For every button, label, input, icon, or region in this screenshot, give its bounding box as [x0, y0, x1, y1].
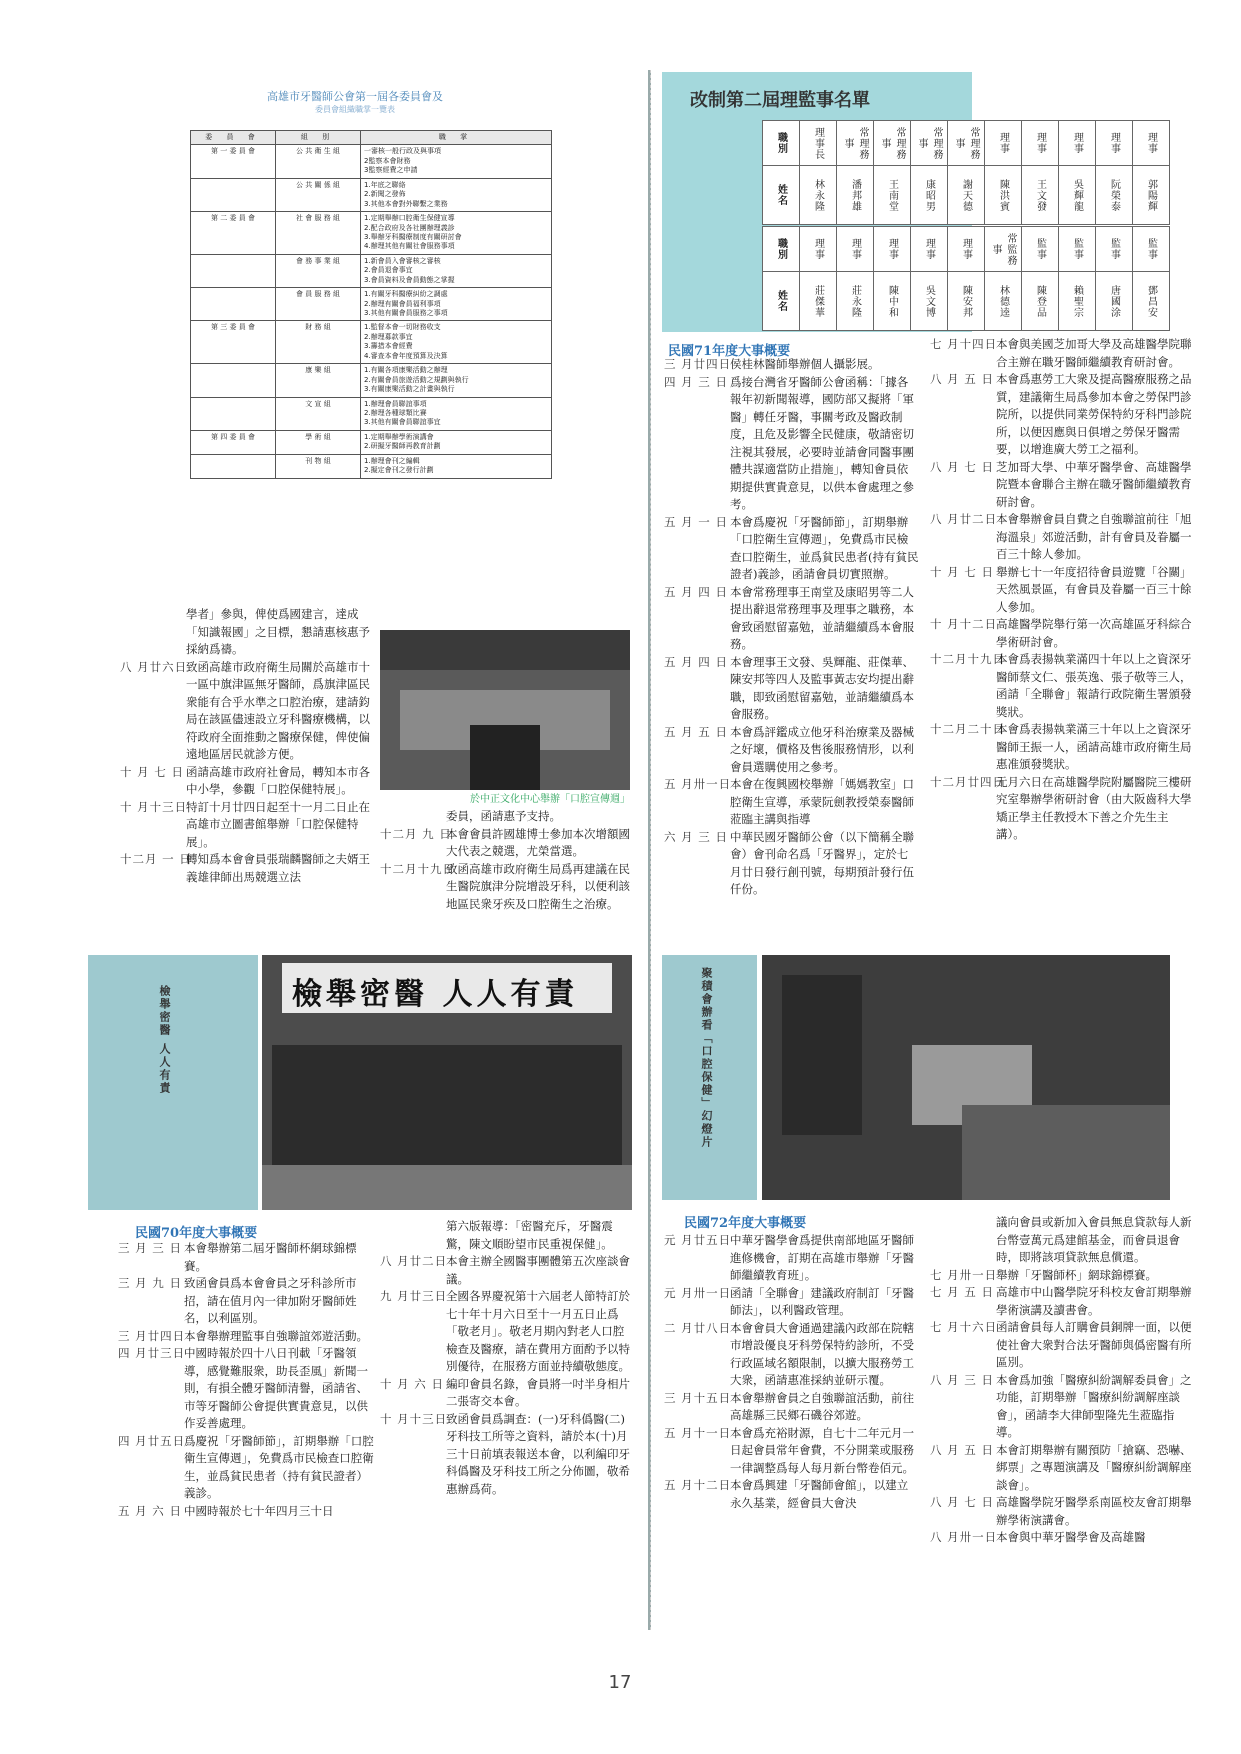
event-date: 元 月廿五日	[664, 1233, 732, 1247]
event-date: 十 月 七 日	[120, 764, 184, 779]
event-text: 本會訂期舉辦有關預防「搶竊、恐嚇、綁票」之專題演講及「醫療糾紛調解座談會」。	[996, 1442, 1192, 1492]
event-date: 八 月 三 日	[930, 1372, 994, 1387]
committee-row	[191, 430, 552, 454]
board-cell: 監事	[1096, 227, 1133, 272]
event-text: 本會爲慶祝「牙醫師節」，訂期舉辦「口腔衛生宣傳週」，免費爲市民檢查口腔衛生，並爲貧民患者(持有貧民證者)義診，函請會員切實照辦。	[730, 514, 919, 581]
committee-cell-duty: 1.辦理會刊之編輯 2.擬定會刊之發行計劃	[361, 454, 552, 478]
sec70-right	[380, 1218, 635, 1498]
committee-row	[191, 178, 552, 211]
event-item	[930, 564, 1192, 617]
event-date: 七 月 五 日	[930, 1285, 994, 1299]
event-date: 五 月 五 日	[664, 724, 728, 739]
event-date: 十 月 七 日	[930, 564, 994, 579]
event-text: 本會常務理事王南堂及康昭男等二人提出辭退常務理事及理事之職務，本會致函慰留嘉勉，並請繼續爲本會服務。	[730, 584, 914, 651]
board-cell: 康昭男	[911, 166, 948, 225]
board-cell: 理事	[1059, 121, 1096, 166]
event-date: 四 月 三 日	[664, 374, 728, 389]
committee-row	[191, 364, 552, 397]
event-item	[664, 1232, 919, 1285]
committee-row	[191, 397, 552, 430]
committee-cell-group: 財 務 組	[276, 321, 361, 364]
committee-heading-line2: 委員會組織職掌一覽表	[315, 105, 395, 114]
event-text: 致函高雄市政府衛生局關於高雄市十一區中旗津區無牙醫師，爲旗津區民衆能有合乎水準之口腔治療，建請鈞局在該區儘速設立牙科醫療機構，以符政府全面推動之醫療保健，俾使偏遠地區居民就診方便。	[186, 659, 370, 761]
event-item	[664, 356, 919, 374]
event-text: 本會舉辦理監事自強聯誼郊遊活動。	[184, 1328, 368, 1343]
event-text: 編印會員名錄，會員將一吋半身相片二張寄交本會。	[446, 1376, 630, 1408]
event-item	[930, 1442, 1192, 1495]
board-cell: 監事	[1133, 227, 1170, 272]
committee-cell-group: 刊 物 組	[276, 454, 361, 478]
event-item	[930, 1319, 1192, 1372]
sec70-left	[118, 1240, 374, 1520]
event-item	[380, 1376, 635, 1411]
committee-cell-duty: 1.定期舉辦口腔衛生保健宣導 2.配合政府及各社團辦理義診 3.舉辦牙科醫療制度有關研討會 4.辦理其他有關社會服務事項	[361, 212, 552, 255]
sec71-title: 民國71年度大事概要	[668, 344, 791, 359]
committee-cell-group: 會 員 服 務 組	[276, 288, 361, 321]
event-date: 三 月十五日	[664, 1390, 732, 1405]
board-table-bottom-wrap	[762, 226, 1170, 331]
committee-cell-committee	[191, 397, 276, 430]
board-cell: 潘邦雄	[837, 166, 874, 225]
sec71-right	[930, 336, 1192, 844]
event-date: 八 月廿二日	[930, 512, 998, 526]
event-date: 十 月 六 日	[380, 1376, 444, 1391]
event-item	[120, 799, 375, 852]
event-date: 五 月十二日	[664, 1478, 732, 1492]
event-text: 本會爲加強「醫療糾紛調解委員會」之功能，訂期舉辦「醫療糾紛調解座談會」，函請李大律師聖隆先生蒞臨指導。	[996, 1372, 1192, 1439]
committee-row	[191, 212, 552, 255]
event-item	[380, 1411, 635, 1499]
board-cell: 常理務事	[948, 121, 985, 166]
event-text: 爲慶祝「牙醫師節」，訂期舉辦「口腔衛生宣傳週」，免費爲市民檢查口腔衛生，並爲貧民患者（持有貧民證者）義診。	[184, 1433, 374, 1500]
event-date: 五 月 四 日	[664, 584, 728, 599]
event-date: 八 月 五 日	[930, 1442, 994, 1457]
committee-cell-duty: 1.有關牙科醫療糾紛之調處 2.辦理有關會員福利事項 3.其他有關會員服務之事項	[361, 288, 552, 321]
event-date: 七 月卅一日	[930, 1267, 998, 1282]
committee-row	[191, 454, 552, 478]
board-cell: 謝天德	[948, 166, 985, 225]
board-cell: 理事	[1022, 121, 1059, 166]
committee-cell-duty: 一審核一般行政及與事項 2監察本會財務 3監察經費之申請	[361, 145, 552, 178]
event-text: 中國時報於四十八日刊載「牙醫領導，感覺難服衆，助長歪風」新聞一則，有損全體牙醫師清譽，函請省、市等牙醫師公會提供實貴意見，以供作妥善處理。	[184, 1346, 368, 1430]
event-text: 本會舉辦會員之自強聯誼活動，前往高雄縣三民鄉石磯谷郊遊。	[730, 1390, 914, 1422]
event-item	[930, 459, 1192, 512]
photo3-side-panel	[662, 955, 757, 1200]
event-item	[664, 1320, 919, 1390]
event-date: 八 月 七 日	[930, 459, 994, 474]
committee-cell-committee	[191, 178, 276, 211]
committee-cell-committee: 第 三 委 員 會	[191, 321, 276, 364]
event-item	[118, 1433, 374, 1503]
event-item	[664, 829, 919, 899]
event-item	[664, 1285, 919, 1320]
event-item	[380, 808, 635, 826]
photo2-side-panel	[88, 955, 258, 1210]
sec72-title: 民國72年度大事概要	[684, 1216, 807, 1231]
event-date: 九 月廿三日	[380, 1289, 448, 1303]
event-item	[380, 1253, 635, 1288]
board-row	[763, 227, 1170, 272]
committee-cell-group: 學 術 組	[276, 430, 361, 454]
board-title: 改制第二屆理監事名單	[690, 90, 870, 111]
board-cell: 理事	[800, 227, 837, 272]
photo-exhibition-caption: 於中正文化中心舉辦「口腔宣傳週」	[470, 794, 630, 805]
photo2-side-text: 檢舉密醫 人人有責	[158, 985, 171, 1095]
event-text: 本會爲惠勞工大衆及提高醫療服務之品質，建議衛生局爲參加本會之勞保門診院所，以提供同業勞保特約牙科門診院所，以便因應與日俱增之勞保牙醫需要，以增進廣大勞工之福利。	[996, 372, 1192, 456]
event-item	[118, 1345, 374, 1433]
event-item	[664, 374, 919, 514]
event-date: 元 月卅一日	[664, 1285, 732, 1300]
board-cell: 監事	[1059, 227, 1096, 272]
committee-cell-committee	[191, 364, 276, 397]
event-text: 本會會員大會通過建議內政部在院轄市增設優良牙科勞保特約診所，不受行政區域名額限制，以擴大服務勞工大衆，函請惠准採納並研示覆。	[730, 1320, 914, 1387]
board-cell: 常監務事	[985, 227, 1022, 272]
committee-cell-group: 康 樂 組	[276, 364, 361, 397]
board-cell: 唐國涂	[1096, 272, 1133, 331]
event-text: 致函會員爲本會會員之牙科診所市招，請在值月內一律加附牙醫師姓名，以利區別。	[184, 1276, 357, 1325]
event-date	[120, 606, 186, 659]
event-date: 六 月 三 日	[664, 829, 728, 844]
mid-events-top	[380, 808, 635, 913]
event-item	[118, 1240, 374, 1275]
board-cell: 理事	[1133, 121, 1170, 166]
event-date: 五 月 四 日	[664, 654, 728, 669]
event-item	[664, 1390, 919, 1425]
event-date: 三 月 九 日	[118, 1276, 182, 1290]
sec70-title: 民國70年度大事概要	[135, 1226, 258, 1241]
event-text: 本會與美國芝加哥大學及高雄醫學院聯合主辦在職牙醫師繼續教育研討會。	[996, 337, 1192, 369]
board-table-top-wrap	[762, 120, 1170, 225]
committee-heading	[220, 88, 490, 115]
column-divider	[648, 70, 651, 1630]
board-cell: 莊永隆	[837, 272, 874, 331]
event-text: 第六版報導：「密醫充斥，牙醫震驚，陳文順盼望市民重視保健」。	[446, 1219, 613, 1251]
committee-cell-duty: 1.定期舉辦學術演講會 2.研擬牙醫師再教育計劃	[361, 430, 552, 454]
event-item	[930, 1267, 1192, 1285]
event-item	[930, 774, 1192, 844]
committee-cell-duty: 1.有關各項康樂活動之辦理 2.有關會員旅遊活動之規劃與執行 3.有關康樂活動之計畫與執行	[361, 364, 552, 397]
event-text: 全國各界慶祝第十六屆老人節特訂於七十年十月六日至十一月五日止爲「敬老月」。敬老月期內對老人口腔檢查及醫療，請在費用方面酌予以特別優待，在服務方面並持續敬態度。	[446, 1289, 630, 1373]
board-cell: 理事	[911, 227, 948, 272]
event-date: 八 月 七 日	[930, 1495, 994, 1509]
committee-cell-committee	[191, 254, 276, 287]
board-cell: 郭陽輝	[1133, 166, 1170, 225]
event-date: 八 月卅一日	[930, 1530, 998, 1544]
board-cell: 常理務事	[837, 121, 874, 166]
event-item	[664, 584, 919, 654]
event-item	[930, 1284, 1192, 1319]
event-item	[930, 336, 1192, 371]
photo-exhibition	[380, 630, 630, 790]
photo-anti-quack	[262, 955, 632, 1210]
event-item	[930, 1372, 1192, 1442]
board-table-top	[762, 120, 1170, 225]
event-text: 本會爲表揚執業滿四十年以上之資深牙醫師蔡文仁、張英逸、張子敬等三人，函請「全聯會」報請行政院衛生署頒發獎狀。	[996, 652, 1192, 719]
event-text: 高雄醫學院舉行第一次高雄區牙科綜合學術研討會。	[996, 617, 1192, 649]
event-text: 高雄醫學院牙醫學系南區校友會訂期舉辦學術演講會。	[996, 1495, 1192, 1527]
event-item	[930, 1214, 1192, 1267]
board-table-bottom	[762, 226, 1170, 331]
committee-cell-duty: 1.監督本會一切財務收支 2.辦理募款事宜 3.籌措本會經費 4.審查本會年度預算及決算	[361, 321, 552, 364]
board-cell: 王南堂	[874, 166, 911, 225]
committee-heading-line1: 高雄市牙醫師公會第一屆各委員會及	[267, 90, 443, 103]
event-item	[380, 826, 635, 861]
event-text: 轉知爲本會會員張瑞麟醫師之夫婿王義雄律師出馬競選立法	[186, 852, 370, 884]
committee-row	[191, 145, 552, 178]
event-item	[930, 371, 1192, 459]
event-text: 本會爲評鑑成立他牙科治療業及器械之好壞，價格及售後服務情形，以利會員選購使用之參考。	[730, 724, 914, 774]
event-date: 五 月卅一日	[664, 777, 732, 791]
event-text: 中國時報於七十年四月三十日	[184, 1503, 334, 1518]
event-date: 五 月 一 日	[664, 514, 728, 529]
committee-cell-committee: 第 二 委 員 會	[191, 212, 276, 255]
page-number: 17	[608, 1672, 632, 1693]
event-item	[120, 764, 375, 799]
event-text: 致函會員爲調查：(一)牙科僞醫(二)牙科技工所等之資料，請於本(十)月三十日前填表報送本會，以利編印牙科僞醫及牙科技工所之分佈圖，敬希惠辦爲荷。	[446, 1411, 630, 1496]
event-text: 元月六日在高雄醫學院附屬醫院三樓研究室舉辦學術研討會（由大阪齒科大學矯正學主任教授木下善之介先生主講）。	[996, 774, 1192, 841]
event-date: 三 月 三 日	[118, 1241, 182, 1255]
event-text: 本會在復興國校舉辦「媽媽教室」口腔衛生宣導，承蒙阮劍教授榮泰醫師蒞臨主講與指導	[730, 777, 914, 826]
event-date: 八 月 五 日	[930, 372, 994, 386]
board-cell: 吳文博	[911, 272, 948, 331]
event-text: 函請高雄市政府社會局，轉知本市各中小學，參觀「口腔保健特展」。	[186, 764, 370, 796]
board-cell: 理事長	[800, 121, 837, 166]
event-text: 函請「全聯會」建議政府制訂「牙醫師法」，以利醫政管理。	[730, 1285, 914, 1317]
event-text: 侯桂林醫師舉辦個人攝影展。	[730, 357, 880, 371]
committee-cell-group: 文 宣 組	[276, 397, 361, 430]
event-item	[664, 514, 919, 584]
event-text: 函請會員每人訂購會員銅牌一面，以便使社會大衆對合法牙醫師與僞密醫有所區別。	[996, 1320, 1192, 1369]
col-committee: 委 員 會	[191, 131, 276, 145]
committee-table	[190, 130, 552, 479]
board-row	[763, 272, 1170, 331]
event-item	[118, 1275, 374, 1328]
board-cell: 陳安邦	[948, 272, 985, 331]
event-text: 本會理事王文發、吳輝龍、莊傑華、陳安邦等四人及監事黃志安均提出辭職，即致函慰留嘉勉，並請繼續爲本會服務。	[730, 654, 914, 721]
event-date: 十 月十三日	[380, 1411, 448, 1426]
committee-cell-group: 公 共 關 係 組	[276, 178, 361, 211]
event-item	[930, 651, 1192, 721]
event-text: 高雄市中山醫學院牙科校友會訂期舉辦學術演講及讀書會。	[996, 1285, 1192, 1317]
event-text: 芝加哥大學、中華牙醫學會、高雄醫學院暨本會聯合主辦在職牙醫師繼續教育研討會。	[996, 459, 1192, 509]
event-text: 爲接台灣省牙醫師公會函稱：「據各報年初新聞報導，國防部又擬將「軍醫」轉任牙醫，事關考政及醫政制度，且危及影響全民健康，敬請密切注視其發展，必要時並請會同醫事團體共謀適當防止措施」，轉知會員依期提供實貴意見，以供本會處理之參考。	[730, 374, 914, 511]
event-date: 三 月廿四日	[118, 1328, 186, 1343]
event-text: 本會會員許國雄博士參加本次增額國大代表之競選，尤榮當選。	[446, 826, 630, 858]
event-item	[118, 1503, 374, 1521]
event-item	[664, 1425, 919, 1478]
event-text: 本會與中華牙醫學會及高雄醫	[996, 1530, 1146, 1544]
event-text: 本會主辦全國醫事團體第五次座談會議。	[446, 1254, 630, 1286]
event-date: 五 月十一日	[664, 1425, 732, 1440]
photo2-banner: 檢舉密醫 人人有責	[292, 977, 579, 1012]
board-cell: 理事	[985, 121, 1022, 166]
committee-cell-group: 社 會 服 務 組	[276, 212, 361, 255]
board-cell: 理事	[1096, 121, 1133, 166]
sec71-left	[664, 356, 919, 899]
event-text: 舉辦七十一年度招待會員遊覽「谷關」天然風景區，有會員及眷屬一百三十餘人參加。	[996, 564, 1192, 614]
event-item	[930, 721, 1192, 774]
committee-cell-duty: 1.新會員入會審核之審核 2.會員退會事宜 3.會員資料及會員動態之掌握	[361, 254, 552, 287]
event-item	[930, 511, 1192, 564]
event-date: 二 月廿八日	[664, 1320, 732, 1335]
board-cell: 鄧昌安	[1133, 272, 1170, 331]
event-text: 致函高雄市政府衛生局爲再建議在民生醫院旗津分院增設牙科，以便利該地區民衆牙疾及口腔衛生之治療。	[446, 861, 630, 911]
board-cell: 理事	[948, 227, 985, 272]
event-date: 五 月 六 日	[118, 1503, 182, 1518]
event-text: 委員，函請惠予支持。	[446, 809, 561, 823]
event-date: 十二月 一 日	[120, 852, 192, 866]
event-date: 八 月廿二日	[380, 1254, 448, 1268]
event-text: 本會舉辦會員自費之自強聯誼前往「旭海溫泉」郊遊活動，計有會員及眷屬一百三十餘人參加。	[996, 512, 1192, 561]
event-date: 十二月 九 日	[380, 826, 452, 841]
board-cell: 莊傑華	[800, 272, 837, 331]
event-item	[118, 1328, 374, 1346]
event-text: 本會爲充裕財源，自七十二年元月一日起會員常年會費，不分開業或服務一律調整爲每人每月新台幣卷佰元。	[730, 1425, 914, 1475]
board-cell: 阮榮泰	[1096, 166, 1133, 225]
col-duty: 職 掌	[361, 131, 552, 145]
event-item	[930, 616, 1192, 651]
event-item	[930, 1529, 1192, 1547]
committee-row	[191, 321, 552, 364]
event-text: 中華牙醫學會爲提供南部地區牙醫師進修機會，訂期在高雄市舉辦「牙醫師繼續教育班」。	[730, 1233, 914, 1282]
event-date	[380, 1218, 446, 1253]
committee-table-wrap	[190, 130, 552, 479]
event-text: 中華民國牙醫師公會（以下簡稱全聯會）會刊命名爲「牙醫界」，定於七月廿日發行創刊號，每期預計發行伍仟份。	[730, 829, 914, 896]
left-events-top	[120, 606, 375, 886]
board-cell: 陳中和	[874, 272, 911, 331]
event-item	[120, 606, 375, 659]
board-cell: 林永隆	[800, 166, 837, 225]
committee-cell-duty: 1.辦理會員聯誼事項 2.辦理各種球類比賽 3.其他有關會員聯誼事宜	[361, 397, 552, 430]
event-date: 七 月十六日	[930, 1320, 998, 1334]
board-cell: 常理務事	[874, 121, 911, 166]
event-item	[664, 776, 919, 829]
committee-cell-committee	[191, 454, 276, 478]
event-date: 七 月十四日	[930, 337, 998, 351]
committee-row	[191, 288, 552, 321]
committee-cell-committee: 第 四 委 員 會	[191, 430, 276, 454]
committee-cell-committee: 第 一 委 員 會	[191, 145, 276, 178]
event-item	[380, 861, 635, 914]
sec72-left	[664, 1232, 919, 1512]
event-date: 十二月廿四日	[930, 774, 1005, 789]
event-text: 特訂十月廿四日起至十一月二日止在高雄市立圖書館舉辦「口腔保健特展」。	[186, 799, 370, 849]
board-row-label: 姓名	[763, 272, 800, 331]
event-date: 四 月廿三日	[118, 1346, 186, 1360]
event-date: 十二月二十日	[930, 722, 1005, 736]
event-date: 十 月十三日	[120, 799, 188, 814]
event-text: 本會爲興建「牙醫師會館」，以建立永久基業，經會員大會決	[730, 1478, 909, 1510]
board-row-label: 職別	[763, 227, 800, 272]
col-group: 組 別	[276, 131, 361, 145]
board-row	[763, 121, 1170, 166]
sec72-right	[930, 1214, 1192, 1547]
event-item	[120, 659, 375, 764]
committee-cell-committee	[191, 288, 276, 321]
board-row-label: 職別	[763, 121, 800, 166]
board-cell: 吳輝龍	[1059, 166, 1096, 225]
event-item	[664, 654, 919, 724]
event-text: 議向會員或新加入會員無息貸款每人新台幣壹萬元爲建館基金，而會員退會時，即將該項貸款無息償還。	[996, 1215, 1192, 1264]
event-date	[380, 808, 446, 826]
event-date: 八 月廿六日	[120, 659, 188, 674]
committee-cell-group: 會 務 事 業 組	[276, 254, 361, 287]
board-row	[763, 166, 1170, 225]
event-item	[120, 851, 375, 886]
committee-cell-duty: 1.年底之聯絡 2.新聞之發佈 3.其他本會對外聯繫之業務	[361, 178, 552, 211]
event-date: 十二月十九日	[930, 652, 1005, 666]
board-cell: 王文發	[1022, 166, 1059, 225]
event-text: 本會舉辦第二屆牙醫師杯網球錦標賽。	[184, 1241, 357, 1273]
board-cell: 陳洪賓	[985, 166, 1022, 225]
committee-cell-group: 公 共 衛 生 組	[276, 145, 361, 178]
event-item	[664, 1477, 919, 1512]
event-item	[930, 1494, 1192, 1529]
event-date: 十 月十二日	[930, 617, 998, 631]
event-text: 學者」參與，俾使爲國建言，達成「知識報國」之目標，懇請惠核惠予採納爲禱。	[186, 607, 370, 656]
photo-slide-viewing	[762, 955, 1170, 1200]
board-cell: 林德逵	[985, 272, 1022, 331]
committee-row	[191, 254, 552, 287]
board-cell: 理事	[874, 227, 911, 272]
event-item	[380, 1288, 635, 1376]
event-date: 四 月廿五日	[118, 1433, 186, 1448]
board-cell: 常理務事	[911, 121, 948, 166]
board-cell: 陳登品	[1022, 272, 1059, 331]
event-text: 舉辦「牙醫師杯」網球錦標賽。	[996, 1267, 1157, 1282]
event-date: 三 月廿四日	[664, 357, 732, 371]
event-date: 十二月十九日	[380, 861, 455, 876]
event-date	[930, 1214, 996, 1267]
board-cell: 理事	[837, 227, 874, 272]
event-item	[380, 1218, 635, 1253]
board-cell: 監事	[1022, 227, 1059, 272]
event-item	[664, 724, 919, 777]
board-row-label: 姓名	[763, 166, 800, 225]
event-text: 本會爲表揚執業滿三十年以上之資深牙醫師王振一人，函請高雄市政府衛生局惠准頒發獎狀。	[996, 722, 1192, 771]
photo3-side-text: 聚積會辦看「口腔保健」幻燈片	[700, 967, 713, 1149]
board-cell: 賴聖宗	[1059, 272, 1096, 331]
